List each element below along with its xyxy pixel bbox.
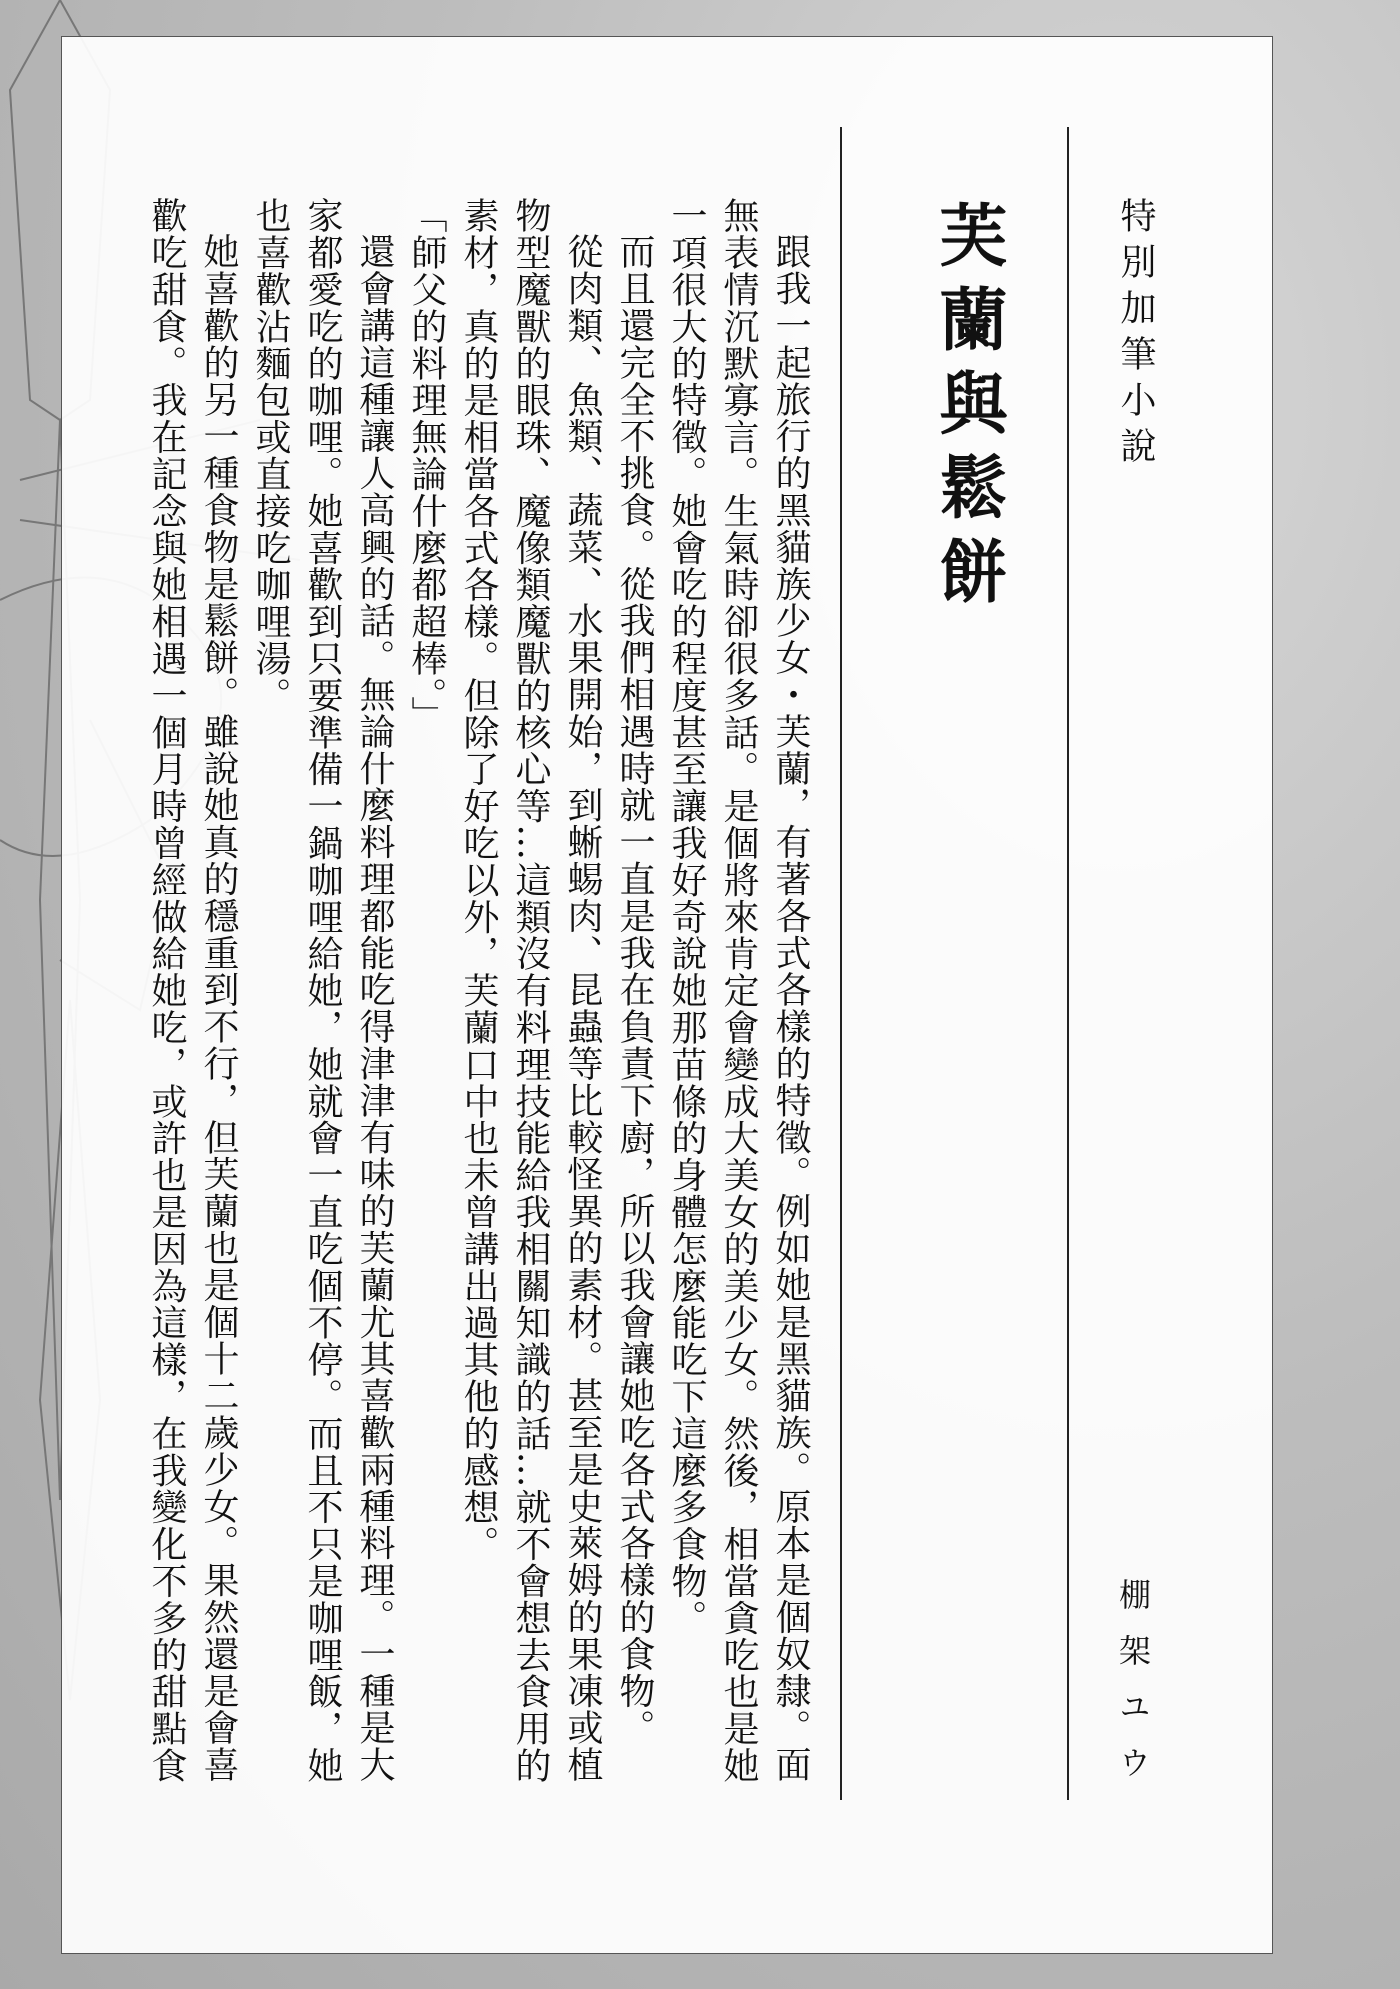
text-column: 無表情沉默寡言。生氣時卻很多話。是個將來肯定會變成大美女的美少女。然後，相當貪吃也是她	[718, 197, 759, 1784]
series-label: 特別加筆小說	[1115, 197, 1156, 473]
text-column: 素材，真的是相當各式各樣。但除了好吃以外，芙蘭口中也未曾講出過其他的感想。	[458, 197, 499, 1563]
author-name: 棚架ユウ	[1114, 1578, 1152, 1802]
text-column: 歡吃甜食。我在記念與她相遇一個月時曾經做給她吃，或許也是因為這樣，在我變化不多的甜點食	[146, 197, 187, 1784]
header-rule-left	[840, 127, 842, 1800]
dialogue-column: 「師父的料理無論什麼都超棒。」	[406, 197, 447, 733]
text-column: 她喜歡的另一種食物是鬆餅。雖說她真的穩重到不行，但芙蘭也是個十二歲少女。果然還是會喜	[198, 233, 239, 1783]
story-title: 芙蘭與鬆餅	[928, 200, 1008, 620]
text-column: 也喜歡沾麵包或直接吃咖哩湯。	[250, 197, 291, 714]
text-column: 而且還完全不挑食。從我們相遇時就一直是我在負責下廚，所以我會讓她吃各式各樣的食物。	[614, 233, 655, 1746]
text-column: 家都愛吃的咖哩。她喜歡到只要準備一鍋咖哩給她，她就會一直吃個不停。而且不只是咖哩飯，她	[302, 197, 343, 1784]
story-body	[140, 197, 816, 1797]
text-column: 還會講這種讓人高興的話。無論什麼料理都能吃得津津有味的芙蘭尤其喜歡兩種料理。一種是大	[354, 233, 395, 1783]
text-column: 跟我一起旅行的黑貓族少女・芙蘭，有著各式各樣的特徵。例如她是黑貓族。原本是個奴隸。面	[770, 233, 811, 1783]
text-column: 從肉類、魚類、蔬菜、水果開始，到蜥蜴肉、昆蟲等比較怪異的素材。甚至是史萊姆的果凍或植	[562, 233, 603, 1783]
text-column: 一項很大的特徵。她會吃的程度甚至讓我好奇說她那苗條的身體怎麼能吃下這麼多食物。	[666, 197, 707, 1637]
text-column: 物型魔獸的眼珠、魔像類魔獸的核心等…這類沒有料理技能給我相關知識的話…就不會想去食用的	[510, 197, 551, 1784]
header-rule-right	[1067, 127, 1069, 1800]
